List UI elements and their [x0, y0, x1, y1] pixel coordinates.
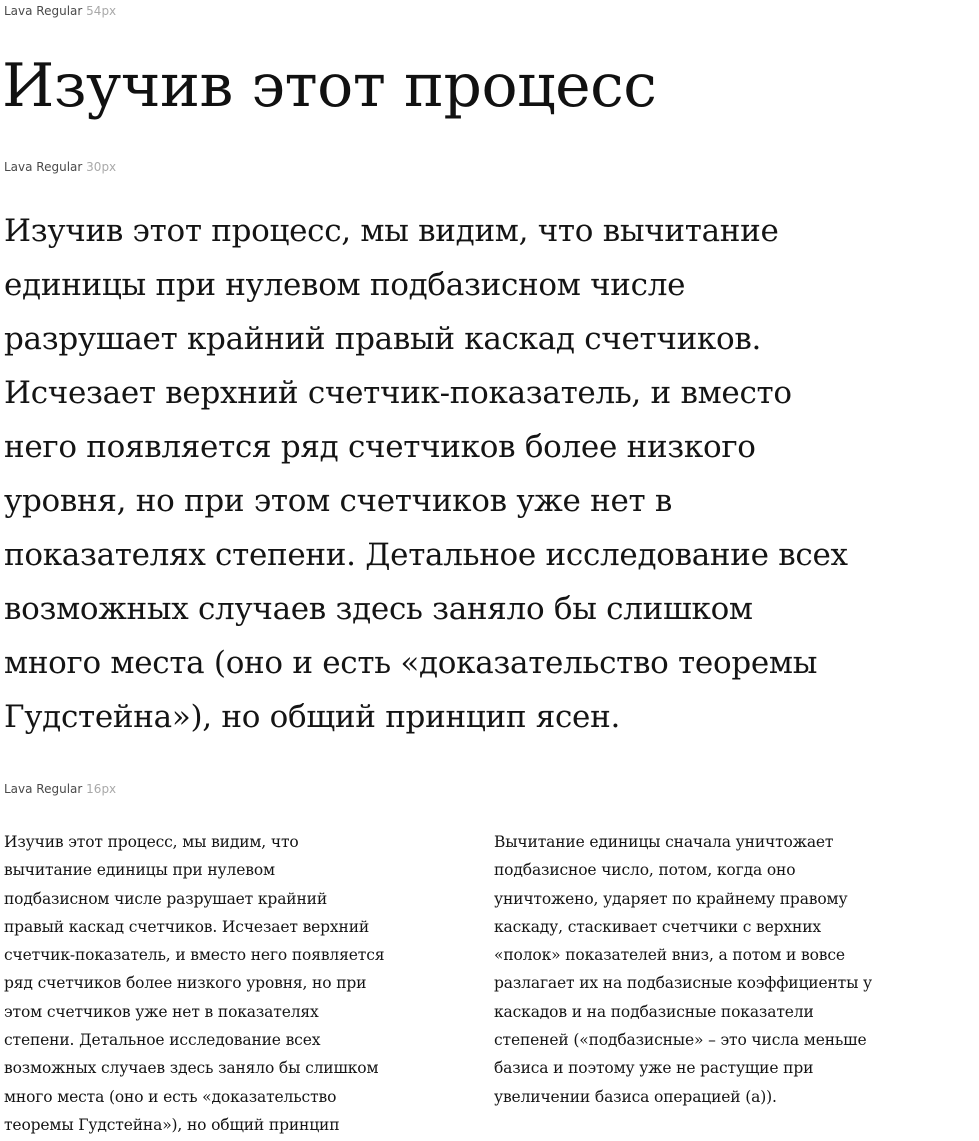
paragraph-line: возможных случаев здесь заняло бы слишком: [4, 591, 753, 627]
paragraph-line: Изучив этот процесс, мы видим, что вычитание: [4, 213, 779, 249]
column-line: степени. Детальное исследование всех: [4, 1031, 321, 1050]
paragraph-line: разрушает крайний правый каскад счетчиков.: [4, 321, 762, 357]
font-size-label: 54px: [86, 4, 117, 18]
column-line: «полок» показателей вниз, а потом и вовсе: [494, 946, 845, 965]
column-line: подбазисном числе разрушает крайний: [4, 889, 328, 908]
column-line: каскадов и на подбазисные показатели: [494, 1002, 814, 1021]
column-line: ряд счетчиков более низкого уровня, но при: [4, 974, 367, 993]
specimen-16-left-column: [4, 828, 479, 1139]
paragraph-line: Исчезает верхний счетчик-показатель, и вместо: [4, 375, 792, 411]
paragraph-line: Гудстейна»), но общий принцип ясен.: [4, 699, 621, 735]
font-name-label: Lava Regular: [4, 782, 83, 796]
column-line: этом счетчиков уже нет в показателях: [4, 1002, 319, 1021]
specimen-30-paragraph: [4, 204, 979, 744]
column-line: вычитание единицы при нулевом: [4, 861, 275, 880]
column-line: много места (оно и есть «доказательство: [4, 1087, 337, 1106]
font-size-label: 16px: [86, 782, 117, 796]
specimen-30-caption: [4, 160, 116, 174]
specimen-16-caption: [4, 782, 116, 796]
specimen-16-right-column: [494, 828, 974, 1111]
font-name-label: Lava Regular: [4, 4, 83, 18]
column-line: Вычитание единицы сначала уничтожает: [494, 833, 834, 851]
column-line: базиса и поэтому уже не растущие при: [494, 1059, 814, 1078]
font-size-label: 30px: [86, 160, 117, 174]
paragraph-line: уровня, но при этом счетчиков уже нет в: [4, 483, 673, 519]
column-line: уничтожено, ударяет по крайнему правому: [494, 889, 848, 908]
column-line: увеличении базиса операцией (а)).: [494, 1087, 777, 1106]
column-line: Изучив этот процесс, мы видим, что: [4, 833, 299, 851]
column-line: возможных случаев здесь заняло бы слишком: [4, 1059, 379, 1078]
specimen-54-heading: Изучив этот процесс: [2, 51, 657, 121]
column-line: степеней («подбазисные» – это числа меньше: [494, 1031, 867, 1050]
column-line: подбазисное число, потом, когда оно: [494, 861, 796, 880]
column-line: разлагает их на подбазисные коэффициенты у: [494, 974, 873, 993]
column-line: правый каскад счетчиков. Исчезает верхний: [4, 917, 370, 936]
font-name-label: Lava Regular: [4, 160, 83, 174]
specimen-54-caption: [4, 4, 116, 18]
paragraph-line: него появляется ряд счетчиков более низкого: [4, 429, 756, 465]
column-line: каскаду, стаскивает счетчики с верхних: [494, 917, 821, 936]
column-line: счетчик-показатель, и вместо него появляется: [4, 946, 385, 965]
paragraph-line: показателях степени. Детальное исследование всех: [4, 537, 848, 573]
column-line: теоремы Гудстейна»), но общий принцип: [4, 1115, 340, 1134]
paragraph-line: единицы при нулевом подбазисном числе: [4, 267, 686, 303]
paragraph-line: много места (оно и есть «доказательство теоремы: [4, 645, 818, 681]
